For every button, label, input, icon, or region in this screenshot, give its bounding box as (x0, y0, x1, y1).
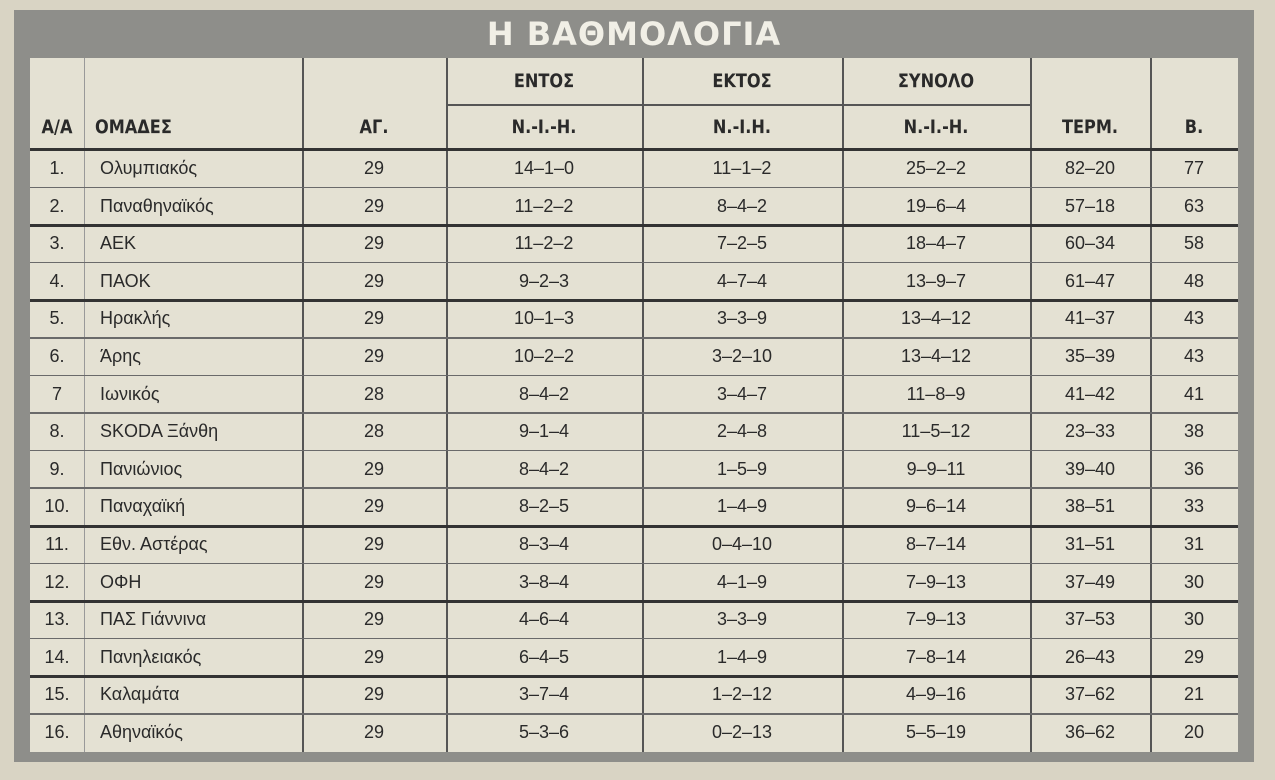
cell-home: 10–1–3 (513, 308, 575, 329)
cell-home: 9–1–4 (518, 421, 570, 442)
cell-home: 9–2–3 (518, 270, 570, 291)
divider (30, 148, 1238, 151)
cell-games: 29 (363, 496, 385, 517)
row-divider (30, 187, 1238, 189)
cell-games: 29 (363, 571, 385, 592)
cell-total: 19–6–4 (905, 195, 967, 216)
header-home: ΕΝΤΟΣ (513, 70, 575, 92)
cell-total: 18–4–7 (905, 233, 967, 254)
cell-position: 4. (49, 270, 65, 291)
cell-position: 10. (44, 496, 70, 517)
cell-total: 7–8–14 (905, 646, 967, 667)
cell-games: 29 (363, 534, 385, 554)
row-divider (30, 563, 1238, 565)
header-games: ΑΓ. (359, 116, 389, 138)
cell-team: ΠΑΣ Γιάννινα (100, 609, 207, 630)
cell-away: 4–1–9 (716, 571, 768, 592)
cell-goals: 61–47 (1064, 270, 1116, 291)
cell-points: 43 (1183, 308, 1205, 329)
cell-away: 4–7–4 (716, 270, 768, 291)
cell-points: 21 (1183, 684, 1205, 705)
divider (446, 104, 1030, 106)
cell-goals: 57–18 (1064, 195, 1116, 216)
cell-points: 38 (1183, 421, 1205, 442)
cell-position: 16. (44, 722, 70, 742)
cell-home: 3–8–4 (518, 571, 570, 592)
row-divider (30, 337, 1238, 339)
cell-position: 5. (49, 308, 65, 329)
cell-away: 1–5–9 (716, 458, 768, 479)
cell-position: 3. (49, 233, 65, 254)
cell-total: 7–9–13 (905, 609, 967, 630)
page-title: Η ΒΑΘΜΟΛΟΓΙΑ (486, 15, 782, 53)
cell-points: 29 (1183, 646, 1205, 667)
cell-games: 28 (363, 383, 385, 404)
cell-home: 10–2–2 (513, 346, 575, 366)
cell-total: 11–5–12 (901, 421, 971, 442)
cell-home: 6–4–5 (518, 646, 570, 667)
cell-away: 3–3–9 (716, 308, 768, 329)
cell-position: 14. (44, 646, 70, 667)
cell-team: Ιωνικός (100, 383, 160, 404)
cell-games: 29 (363, 195, 385, 216)
header-away: ΕΚΤΟΣ (712, 70, 772, 92)
divider (84, 58, 85, 752)
cell-team: ΑΕΚ (100, 233, 137, 254)
cell-away: 3–3–9 (716, 609, 768, 630)
cell-total: 8–7–14 (905, 534, 967, 554)
cell-total: 13–4–12 (900, 346, 972, 366)
cell-total: 9–6–14 (905, 496, 967, 517)
cell-team: Καλαμάτα (100, 684, 180, 705)
header-home-sub: Ν.-Ι.-Η. (511, 116, 577, 138)
cell-home: 8–4–2 (518, 383, 570, 404)
row-divider (30, 299, 1238, 302)
cell-away: 3–4–7 (716, 383, 768, 404)
cell-goals: 38–51 (1064, 496, 1116, 517)
row-divider (30, 412, 1238, 414)
cell-total: 9–9–11 (906, 458, 966, 479)
cell-home: 4–6–4 (518, 609, 570, 630)
cell-home: 11–2–2 (514, 233, 574, 254)
cell-goals: 31–51 (1064, 534, 1116, 554)
cell-away: 1–2–12 (711, 684, 773, 705)
cell-points: 58 (1183, 233, 1205, 254)
cell-away: 0–2–13 (711, 722, 773, 742)
cell-position: 11. (45, 534, 69, 554)
row-divider (30, 262, 1238, 264)
cell-games: 29 (363, 646, 385, 667)
cell-games: 29 (363, 684, 385, 705)
cell-home: 3–7–4 (518, 684, 570, 705)
cell-home: 8–3–4 (518, 534, 570, 554)
cell-points: 63 (1183, 195, 1205, 216)
cell-goals: 37–49 (1064, 571, 1116, 592)
cell-away: 3–2–10 (711, 346, 773, 366)
cell-team: SKODA Ξάνθη (100, 421, 219, 442)
cell-home: 14–1–0 (513, 158, 575, 178)
cell-away: 1–4–9 (716, 496, 768, 517)
cell-away: 2–4–8 (716, 421, 768, 442)
cell-team: Αθηναϊκός (100, 722, 183, 742)
cell-points: 36 (1183, 458, 1205, 479)
cell-points: 31 (1183, 534, 1205, 554)
row-divider (30, 600, 1238, 603)
header-total-sub: Ν.-Ι.-Η. (903, 116, 969, 138)
cell-games: 29 (363, 233, 385, 254)
cell-team: Παναχαϊκή (100, 496, 186, 517)
row-divider (30, 375, 1238, 377)
row-divider (30, 675, 1238, 678)
cell-goals: 39–40 (1064, 458, 1116, 479)
row-divider (30, 525, 1238, 528)
cell-team: Πανιώνιος (100, 458, 183, 479)
header-teams: ΟΜΑΔΕΣ (95, 116, 172, 138)
cell-points: 41 (1183, 383, 1205, 404)
cell-games: 29 (363, 270, 385, 291)
cell-team: Πανηλειακός (100, 646, 202, 667)
cell-goals: 23–33 (1064, 421, 1116, 442)
cell-team: Άρης (100, 346, 141, 366)
cell-goals: 36–62 (1064, 722, 1116, 742)
cell-games: 28 (363, 421, 385, 442)
cell-games: 29 (363, 609, 385, 630)
cell-points: 30 (1183, 571, 1205, 592)
cell-position: 6. (49, 346, 65, 366)
cell-position: 7 (51, 383, 62, 404)
standings-table (30, 58, 1238, 752)
cell-away: 8–4–2 (716, 195, 768, 216)
cell-games: 29 (363, 722, 385, 742)
cell-total: 25–2–2 (905, 158, 967, 178)
row-divider (30, 224, 1238, 227)
cell-goals: 37–62 (1064, 684, 1116, 705)
header-aa: Α/Α (41, 116, 73, 138)
cell-away: 11–1–2 (712, 158, 772, 178)
header-goals: ΤΕΡΜ. (1061, 116, 1119, 138)
cell-position: 15. (44, 684, 70, 705)
cell-home: 5–3–6 (518, 722, 570, 742)
row-divider (30, 450, 1238, 452)
standings-frame (14, 10, 1254, 762)
cell-team: Ολυμπιακός (100, 158, 198, 178)
cell-team: Εθν. Αστέρας (100, 534, 208, 554)
cell-points: 77 (1183, 158, 1205, 178)
cell-team: Παναθηναϊκός (100, 195, 214, 216)
cell-games: 29 (363, 308, 385, 329)
cell-games: 29 (363, 458, 385, 479)
cell-away: 7–2–5 (716, 233, 768, 254)
cell-goals: 35–39 (1064, 346, 1116, 366)
row-divider (30, 638, 1238, 640)
cell-total: 4–9–16 (905, 684, 967, 705)
row-divider (30, 487, 1238, 489)
header-total: ΣΥΝΟΛΟ (897, 70, 975, 92)
cell-home: 11–2–2 (514, 195, 574, 216)
cell-total: 13–9–7 (905, 270, 967, 291)
cell-goals: 37–53 (1064, 609, 1116, 630)
cell-team: Ηρακλής (100, 308, 171, 329)
cell-points: 20 (1183, 722, 1205, 742)
cell-points: 43 (1183, 346, 1205, 366)
cell-position: 13. (44, 609, 70, 630)
cell-position: 12. (44, 571, 70, 592)
cell-goals: 26–43 (1064, 646, 1116, 667)
cell-goals: 60–34 (1064, 233, 1116, 254)
cell-goals: 41–42 (1064, 383, 1116, 404)
cell-away: 1–4–9 (716, 646, 768, 667)
cell-home: 8–2–5 (518, 496, 570, 517)
cell-goals: 41–37 (1064, 308, 1116, 329)
cell-games: 29 (363, 158, 385, 178)
cell-points: 33 (1183, 496, 1205, 517)
cell-games: 29 (363, 346, 385, 366)
cell-position: 9. (49, 458, 65, 479)
cell-position: 8. (49, 421, 65, 442)
cell-total: 5–5–19 (905, 722, 967, 742)
cell-away: 0–4–10 (711, 534, 773, 554)
cell-team: ΟΦΗ (100, 571, 142, 592)
cell-position: 1. (49, 158, 65, 178)
cell-points: 48 (1183, 270, 1205, 291)
row-divider (30, 713, 1238, 715)
header-away-sub: Ν.-Ι.Η. (712, 116, 772, 138)
cell-home: 8–4–2 (518, 458, 570, 479)
cell-total: 7–9–13 (905, 571, 967, 592)
header-points: Β. (1184, 116, 1204, 138)
cell-total: 11–8–9 (906, 383, 966, 404)
cell-position: 2. (49, 195, 65, 216)
cell-total: 13–4–12 (900, 308, 972, 329)
cell-team: ΠΑΟΚ (100, 270, 151, 291)
cell-goals: 82–20 (1064, 158, 1116, 178)
cell-points: 30 (1183, 609, 1205, 630)
